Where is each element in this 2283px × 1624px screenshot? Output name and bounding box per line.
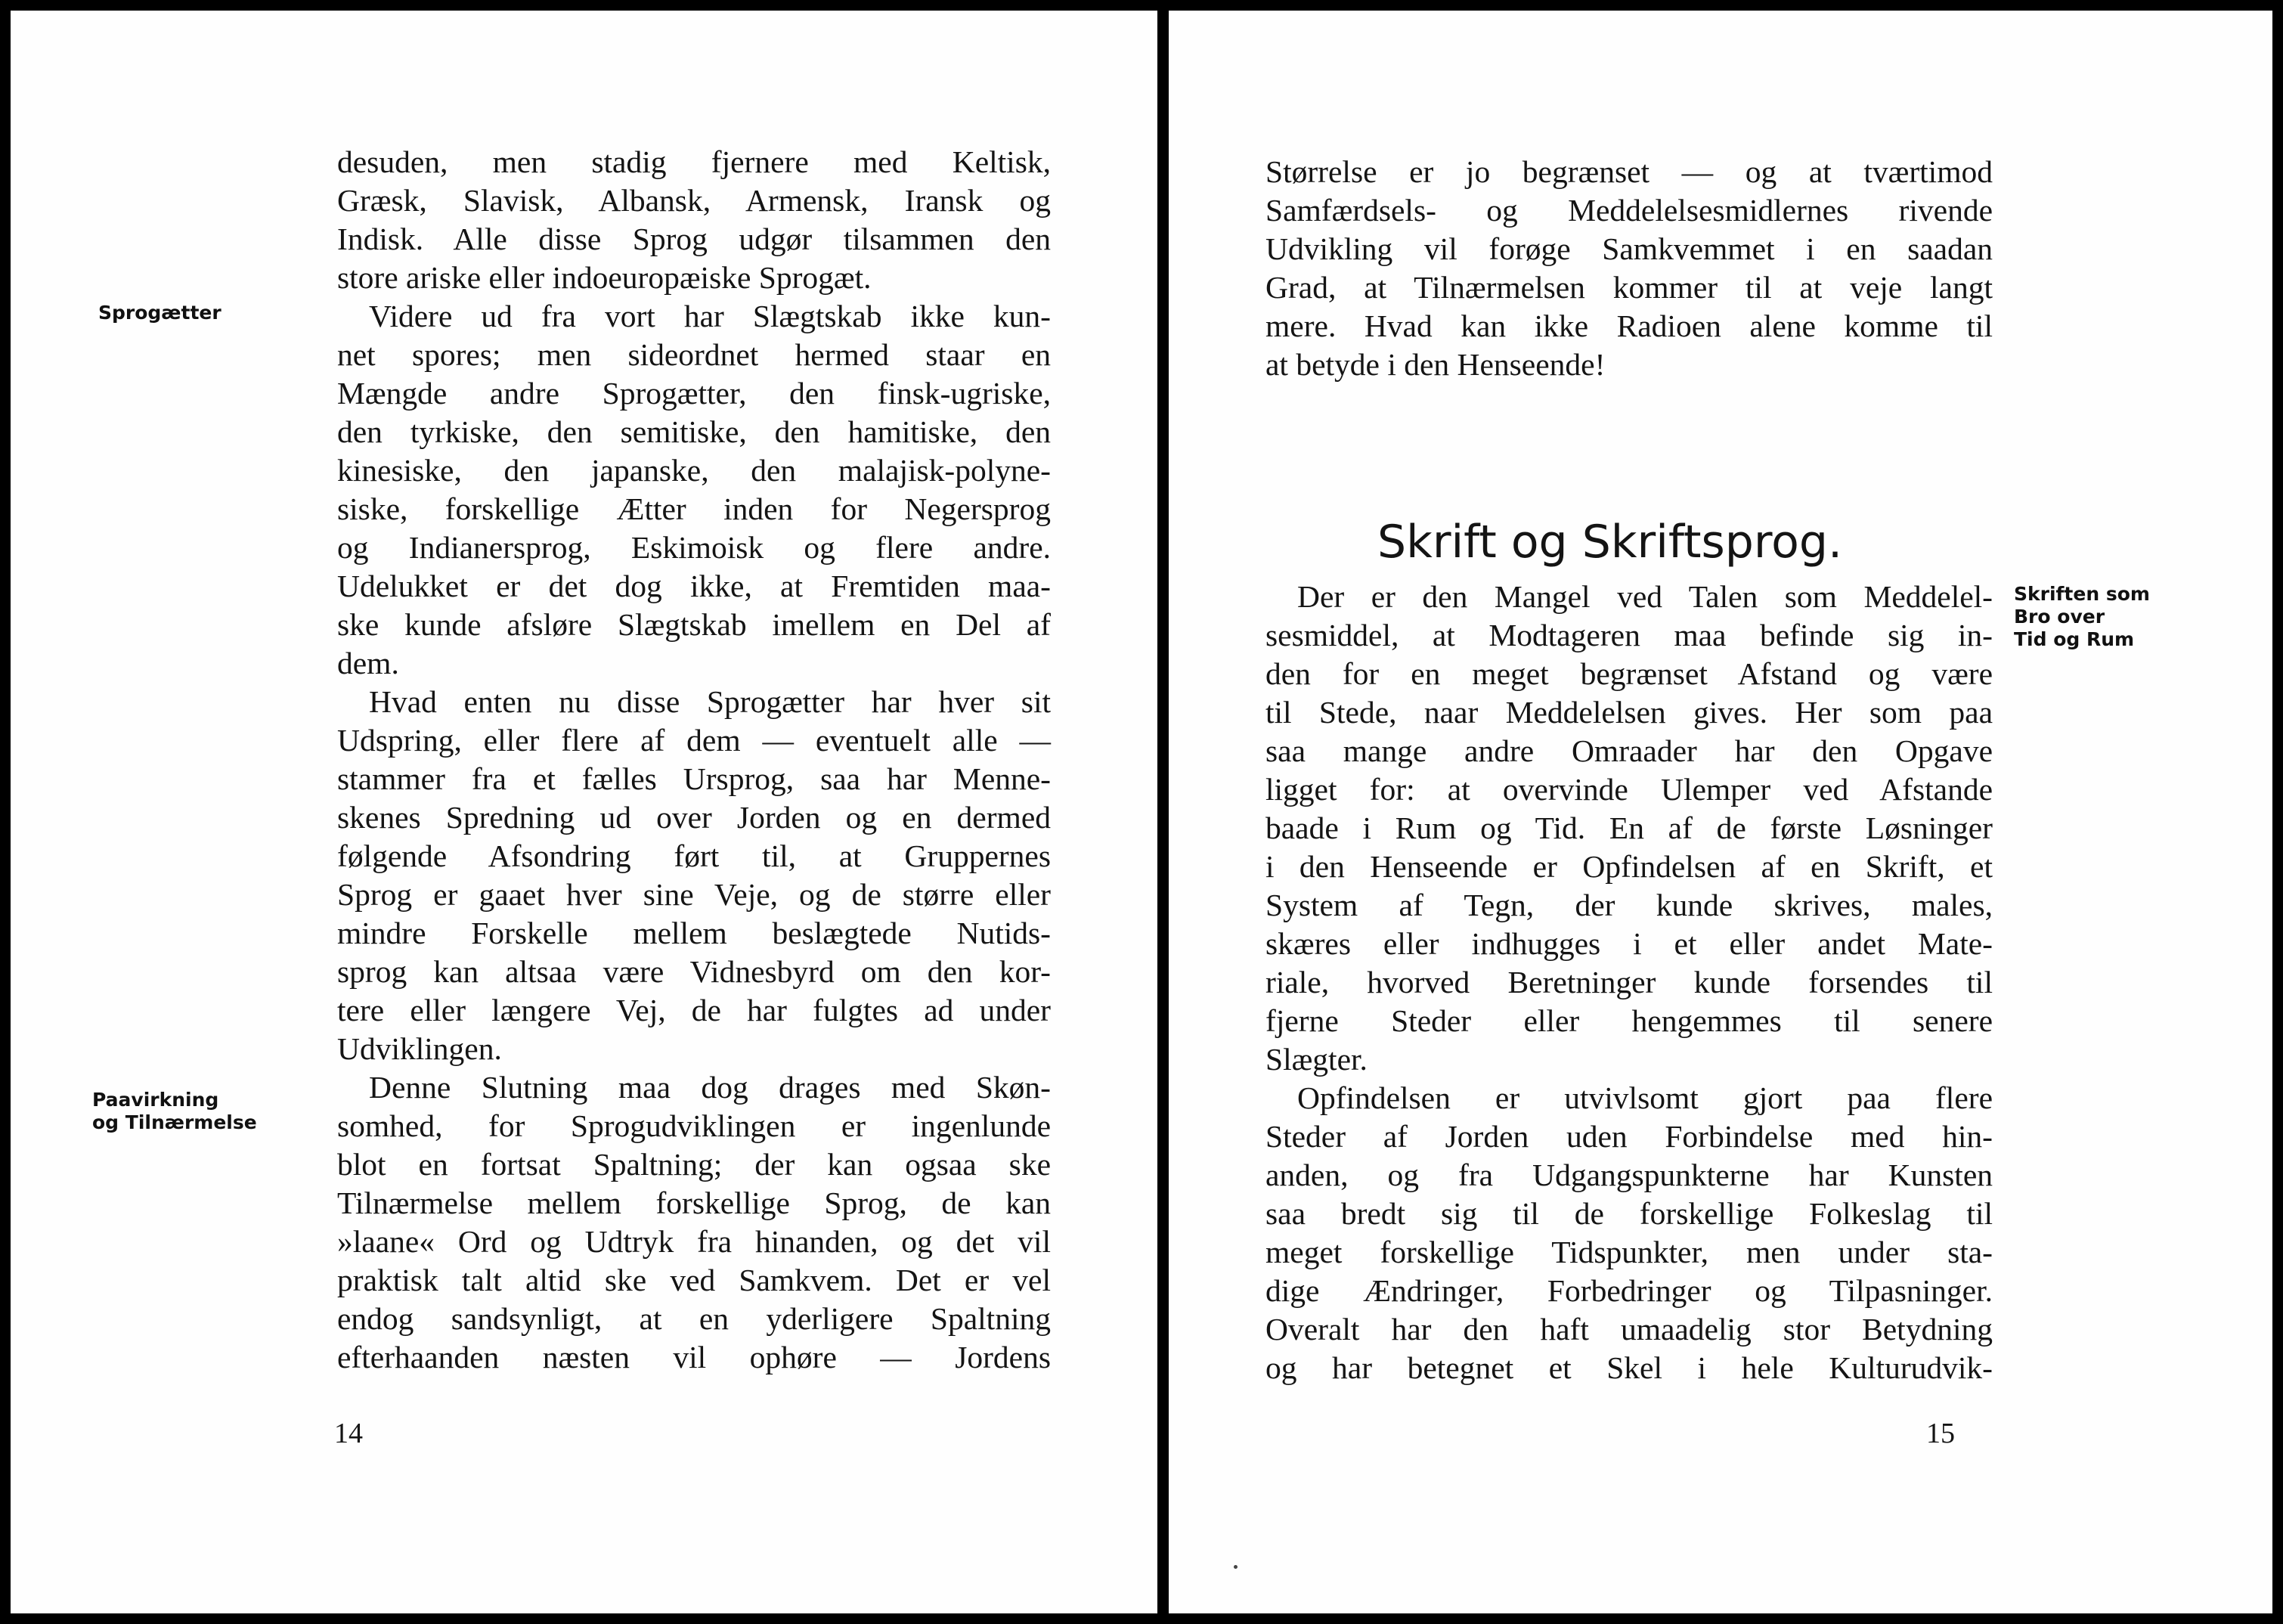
left-page	[11, 11, 1157, 1613]
text-line: meget forskellige Tidspunkter, men under sta-	[1265, 1235, 1993, 1269]
text-line: sesmiddel, at Modtageren maa befinde sig in-	[1265, 618, 1993, 652]
text-line: Udspring, eller flere af dem — eventuelt alle —	[337, 723, 1051, 758]
text-line: Denne Slutning maa dog drages med Skøn-	[369, 1070, 1051, 1105]
text-line: Udviklingen.	[337, 1031, 502, 1066]
page-number: 15	[1926, 1418, 1955, 1449]
text-line: anden, og fra Udgangspunkterne har Kunsten	[1265, 1158, 1993, 1192]
text-line: Indisk. Alle disse Sprog udgør tilsammen den	[337, 222, 1051, 256]
text-line: Udelukket er det dog ikke, at Fremtiden maa-	[337, 569, 1051, 603]
text-line: store ariske eller indoeuropæiske Sprogæt.	[337, 260, 872, 295]
text-line: skenes Spredning ud over Jorden og en dermed	[337, 800, 1051, 835]
margin-note-sprogaetter	[98, 302, 221, 324]
text-line: saa mange andre Omraader har den Opgave	[1265, 733, 1993, 768]
right-page	[1169, 11, 2272, 1613]
text-line: Tilnærmelse mellem forskellige Sprog, de kan	[337, 1185, 1051, 1220]
text-line: stammer fra et fælles Ursprog, saa har Menne-	[337, 761, 1051, 796]
text-line: i den Henseende er Opfindelsen af en Skrift, et	[1265, 849, 1993, 884]
text-line: og Indianersprog, Eskimoisk og flere andre.	[337, 530, 1051, 565]
text-line: og har betegnet et Skel i hele Kulturudvik-	[1265, 1350, 1993, 1385]
text-line: praktisk talt altid ske ved Samkvem. Det er vel	[337, 1263, 1051, 1297]
text-line: tere eller længere Vej, de har fulgtes ad under	[337, 993, 1051, 1027]
text-line: at betyde i den Henseende!	[1265, 347, 1606, 382]
text-line: kinesiske, den japanske, den malajisk-polyne-	[337, 453, 1051, 488]
margin-note-line: Skriften som	[2014, 583, 2150, 605]
text-line: Slægter.	[1265, 1042, 1368, 1077]
left-body-text	[337, 143, 1051, 1377]
text-line: dem.	[337, 646, 399, 680]
text-line: Opfindelsen er utvivlsomt gjort paa flere	[1297, 1080, 1993, 1115]
text-line: Samfærdsels- og Meddelelsesmidlernes rivende	[1265, 193, 1993, 228]
text-line: baade i Rum og Tid. En af de første Løsninger	[1265, 810, 1993, 845]
text-line: Grad, at Tilnærmelsen kommer til at veje langt	[1265, 270, 1993, 305]
page-number: 14	[334, 1418, 363, 1449]
text-line: Overalt har den haft umaadelig stor Betydning	[1265, 1312, 1993, 1347]
print-speck	[1234, 1565, 1238, 1569]
text-line: saa bredt sig til de forskellige Folkeslag til	[1265, 1196, 1993, 1231]
margin-note-paavirkning	[92, 1089, 257, 1134]
text-line: blot en fortsat Spaltning; der kan ogsaa ske	[337, 1147, 1051, 1182]
text-line: følgende Afsondring ført til, at Gruppernes	[337, 838, 1051, 873]
text-line: somhed, for Sprogudviklingen er ingenlunde	[337, 1108, 1051, 1143]
text-line: riale, hvorved Beretninger kunde forsendes til	[1265, 965, 1993, 1000]
text-line: fjerne Steder eller hengemmes til senere	[1265, 1003, 1993, 1038]
text-line: Størrelse er jo begrænset — og at tværtimod	[1265, 154, 1993, 189]
text-line: efterhaanden næsten vil ophøre — Jordens	[337, 1340, 1051, 1375]
text-line: til Stede, naar Meddelelsen gives. Her som paa	[1265, 695, 1993, 730]
text-line: sprog kan altsaa være Vidnesbyrd om den kor-	[337, 954, 1051, 989]
text-line: dige Ændringer, Forbedringer og Tilpasninger.	[1265, 1273, 1993, 1308]
margin-note-text: Sprogætter	[98, 302, 221, 324]
margin-note-line: Bro over	[2014, 606, 2105, 628]
margin-note-line: og Tilnærmelse	[92, 1111, 257, 1133]
margin-note-line: Paavirkning	[92, 1089, 219, 1111]
text-line: den tyrkiske, den semitiske, den hamitiske, den	[337, 414, 1051, 449]
text-line: desuden, men stadig fjernere med Keltisk,	[337, 144, 1051, 179]
text-line: mindre Forskelle mellem beslægtede Nutids-	[337, 916, 1051, 950]
text-line: Videre ud fra vort har Slægtskab ikke kun-	[369, 299, 1051, 333]
margin-note-line: Tid og Rum	[2014, 628, 2135, 650]
text-line: Græsk, Slavisk, Albansk, Armensk, Iransk og	[337, 183, 1051, 218]
chapter-title: Skrift og Skriftsprog.	[1377, 516, 1843, 569]
text-line: ligget for: at overvinde Ulemper ved Afstande	[1265, 772, 1993, 807]
text-line: Mængde andre Sprogætter, den finsk-ugriske,	[337, 376, 1051, 411]
text-line: System af Tegn, der kunde skrives, males,	[1265, 888, 1993, 922]
margin-note-skriften	[2014, 583, 2150, 651]
text-line: Hvad enten nu disse Sprogætter har hver sit	[369, 684, 1051, 719]
text-line: den for en meget begrænset Afstand og være	[1265, 656, 1993, 691]
text-line: Udvikling vil forøge Samkvemmet i en saadan	[1265, 231, 1993, 266]
text-line: »laane« Ord og Udtryk fra hinanden, og det vil	[337, 1224, 1051, 1259]
text-line: mere. Hvad kan ikke Radioen alene komme til	[1265, 308, 1993, 343]
text-line: siske, forskellige Ætter inden for Negersprog	[337, 491, 1051, 526]
text-line: skæres eller indhugges i et eller andet Mate-	[1265, 926, 1993, 961]
text-line: net spores; men sideordnet hermed staar en	[337, 337, 1051, 372]
right-body-text-top	[1265, 153, 1993, 384]
text-line: Sprog er gaaet hver sine Veje, og de større eller	[337, 877, 1051, 912]
text-line: ske kunde afsløre Slægtskab imellem en Del af	[337, 607, 1051, 642]
text-line: endog sandsynligt, at en yderligere Spaltning	[337, 1301, 1051, 1336]
text-line: Der er den Mangel ved Talen som Meddelel-	[1297, 579, 1993, 614]
text-line: Steder af Jorden uden Forbindelse med hin-	[1265, 1119, 1993, 1154]
right-body-text	[1265, 578, 1993, 1387]
